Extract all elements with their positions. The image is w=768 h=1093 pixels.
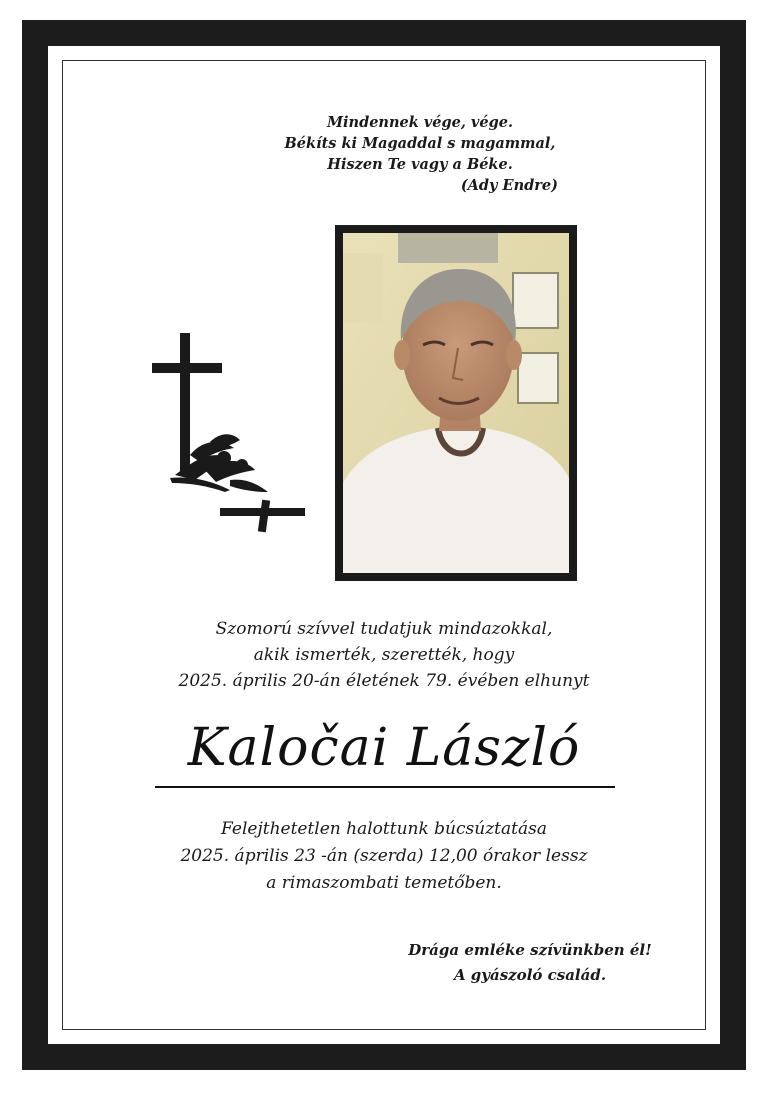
funeral-line: 2025. április 23 -án (szerda) 12,00 órakor lessz xyxy=(180,846,588,866)
announcement-line: akik ismerték, szerették, hogy xyxy=(253,645,515,665)
cross-with-flowers-icon xyxy=(150,330,310,545)
portrait-photo xyxy=(335,225,577,581)
closing-signature: A gyászoló család. xyxy=(453,966,607,984)
poem-quote xyxy=(270,112,570,196)
announcement-text xyxy=(100,616,668,694)
poem-line: Mindennek vége, vége. xyxy=(326,114,514,131)
funeral-line: Felejthetetlen halottunk búcsúztatása xyxy=(221,819,547,839)
funeral-details xyxy=(100,816,668,897)
announcement-line: 2025. április 20-án életének 79. évében elhunyt xyxy=(178,671,590,691)
closing-text xyxy=(380,938,680,988)
poem-line: Békíts ki Magaddal s magammal, xyxy=(284,135,556,152)
name-underline xyxy=(155,786,615,788)
announcement-line: Szomorú szívvel tudatjuk mindazokkal, xyxy=(215,619,553,639)
deceased-name: Kaločai László xyxy=(187,718,581,778)
closing-line: Drága emléke szívünkben él! xyxy=(408,941,652,959)
poem-line: Hiszen Te vagy a Béke. xyxy=(327,156,513,173)
funeral-line: a rimaszombati temetőben. xyxy=(266,873,502,893)
poem-author: (Ady Endre) xyxy=(460,177,558,194)
